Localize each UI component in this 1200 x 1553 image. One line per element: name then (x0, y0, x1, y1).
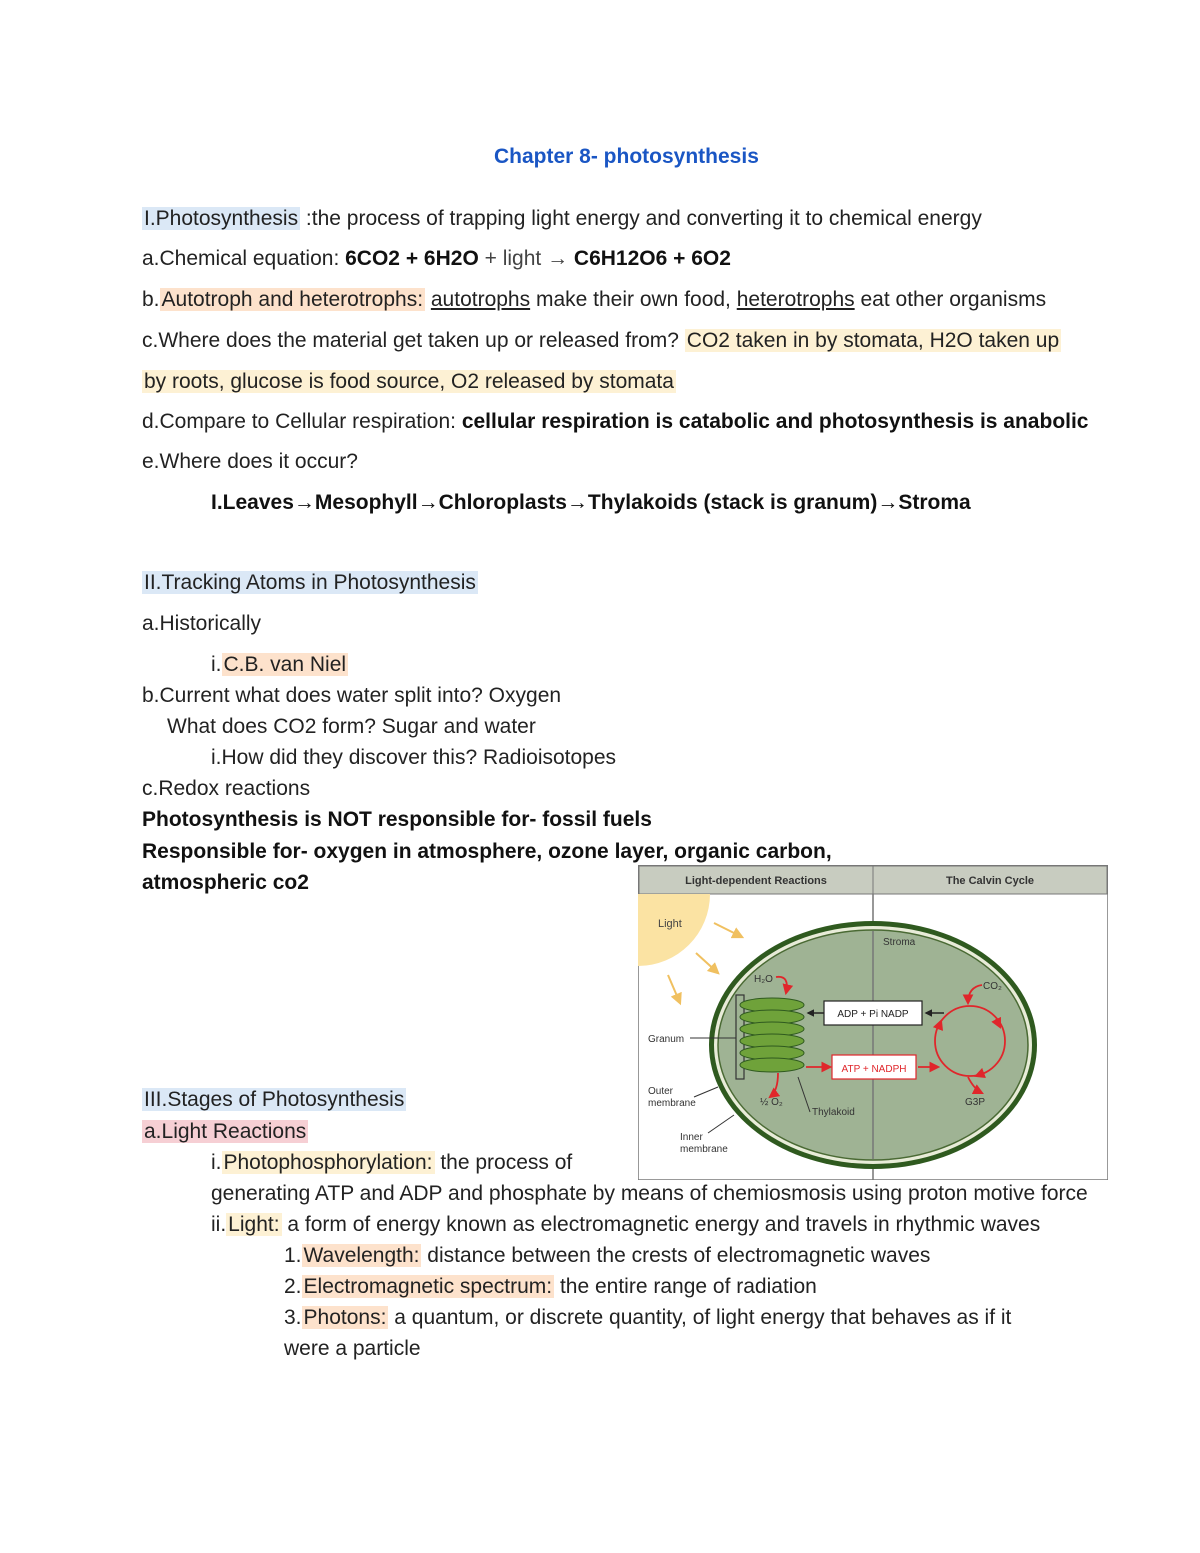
item-1a-label: a.Chemical equation: (142, 247, 346, 270)
item-3a-ii (211, 1212, 1040, 1238)
item-3a-i-label: i. (211, 1151, 222, 1174)
adp-nadp-label: ADP + Pi NADP (837, 1009, 909, 1020)
page-title: Chapter 8- photosynthesis (494, 145, 759, 168)
wavelength-term: Wavelength: (303, 1244, 420, 1267)
bold-note-2: Responsible for- oxygen in atmosphere, ozone layer, organic carbon, (142, 840, 832, 863)
section-2-title: II.Tracking Atoms in Photosynthesis (144, 571, 476, 594)
item-3-label: 3. (284, 1306, 302, 1329)
inner-membrane-label-2: membrane (680, 1144, 728, 1155)
item-3a-i (211, 1150, 572, 1176)
item-1c-cont (142, 369, 676, 395)
section-3-heading (142, 1087, 406, 1113)
photons-definition: a quantum, or discrete quantity, of light energy that behaves as if it (388, 1306, 1012, 1329)
section-1-term: I.Photosynthesis (144, 207, 299, 230)
item-2a-i (211, 652, 348, 678)
item-1d-label: d.Compare to Cellular respiration: (142, 410, 462, 433)
item-2a-i-label: i. (211, 653, 222, 676)
item-1b-text: make their own food, (530, 288, 737, 311)
item-2b-i: i.How did they discover this? Radioisotopes (211, 746, 617, 769)
heterotrophs-term: heterotrophs (736, 288, 855, 311)
item-3a-ii-text: a form of energy known as electromagnetic energy and travels in rhythmic waves (281, 1213, 1041, 1236)
item-1e-i: I.Leaves→Mesophyll→Chloroplasts→Thylakoids (stack is granum)→Stroma (211, 491, 971, 514)
item-1b-label: b. (142, 288, 160, 311)
light-reactions-term: a.Light Reactions (144, 1120, 307, 1143)
em-spectrum-definition: the entire range of radiation (554, 1275, 817, 1298)
light-label: Light (658, 918, 682, 930)
item-1c (142, 328, 1061, 354)
equation-products: C6H12O6 + 6O2 (573, 247, 731, 270)
section-1-heading (142, 206, 982, 232)
granum-label: Granum (648, 1034, 685, 1045)
van-niel-term: C.B. van Niel (223, 653, 347, 676)
stroma-label: Stroma (883, 937, 916, 948)
bold-note-1: Photosynthesis is NOT responsible for- fossil fuels (142, 808, 652, 831)
header-light-dependent: Light-dependent Reactions (685, 875, 827, 887)
item-3a (142, 1119, 308, 1145)
item-3a-i-cont: generating ATP and ADP and phosphate by means of chemiosmosis using proton motive force (211, 1182, 1088, 1205)
item-2c: c.Redox reactions (142, 777, 311, 800)
section-3-title: III.Stages of Photosynthesis (144, 1088, 405, 1111)
item-3a-ii-3-cont: were a particle (284, 1337, 421, 1360)
section-1-definition: :the process of trapping light energy and converting it to chemical energy (300, 207, 982, 230)
item-1c-question: c.Where does the material get taken up or released from? (142, 329, 685, 352)
item-1b-end: eat other organisms (854, 288, 1047, 311)
outer-membrane-label-2: membrane (648, 1098, 696, 1109)
item-2b-cont: What does CO2 form? Sugar and water (167, 715, 536, 738)
item-2-label: 2. (284, 1275, 302, 1298)
item-1-label: 1. (284, 1244, 302, 1267)
co2-label: CO₂ (983, 981, 1002, 992)
o2-label: ½ O₂ (760, 1097, 783, 1108)
header-calvin-cycle: The Calvin Cycle (945, 875, 1035, 887)
item-1e: e.Where does it occur? (142, 450, 358, 473)
item-1c-answer-1: CO2 taken in by stomata, H2O taken up (686, 329, 1060, 352)
item-1a (142, 246, 731, 272)
item-3a-ii-label: ii. (211, 1213, 227, 1236)
item-2a: a.Historically (142, 612, 262, 635)
h2o-label: H₂O (754, 974, 773, 985)
item-2b: b.Current what does water split into? Oxygen (142, 684, 562, 707)
inner-membrane-label: Inner (680, 1132, 703, 1143)
light-term: Light: (228, 1213, 280, 1236)
item-1d-answer: cellular respiration is catabolic and photosynthesis is anabolic (461, 410, 1089, 433)
item-1c-answer-2: by roots, glucose is food source, O2 released by stomata (144, 370, 674, 393)
item-3a-i-text: the process of (434, 1151, 573, 1174)
section-2-heading (142, 570, 478, 596)
photosynthesis-diagram (638, 865, 1108, 1180)
item-3a-ii-1 (284, 1243, 930, 1269)
em-spectrum-term: Electromagnetic spectrum: (303, 1275, 553, 1298)
item-1d (142, 409, 1089, 435)
atp-nadph-label: ATP + NADPH (841, 1064, 907, 1075)
outer-membrane-label: Outer (648, 1086, 674, 1097)
equation-light: + light → (478, 247, 574, 270)
equation-reactants: 6CO2 + 6H2O (345, 247, 479, 270)
autotrophs-term: autotrophs (430, 288, 531, 311)
item-1b-term: Autotroph and heterotrophs: (161, 288, 424, 311)
photophosphorylation-term: Photophosphorylation: (223, 1151, 433, 1174)
item-3a-ii-2 (284, 1274, 817, 1300)
item-3a-ii-3 (284, 1305, 1011, 1331)
bold-note-3: atmospheric co2 (142, 871, 309, 894)
item-1b (142, 287, 1046, 313)
g3p-label: G3P (965, 1097, 986, 1108)
photons-term: Photons: (303, 1306, 387, 1329)
thylakoid-label: Thylakoid (812, 1107, 855, 1118)
wavelength-definition: distance between the crests of electromagnetic waves (421, 1244, 931, 1267)
